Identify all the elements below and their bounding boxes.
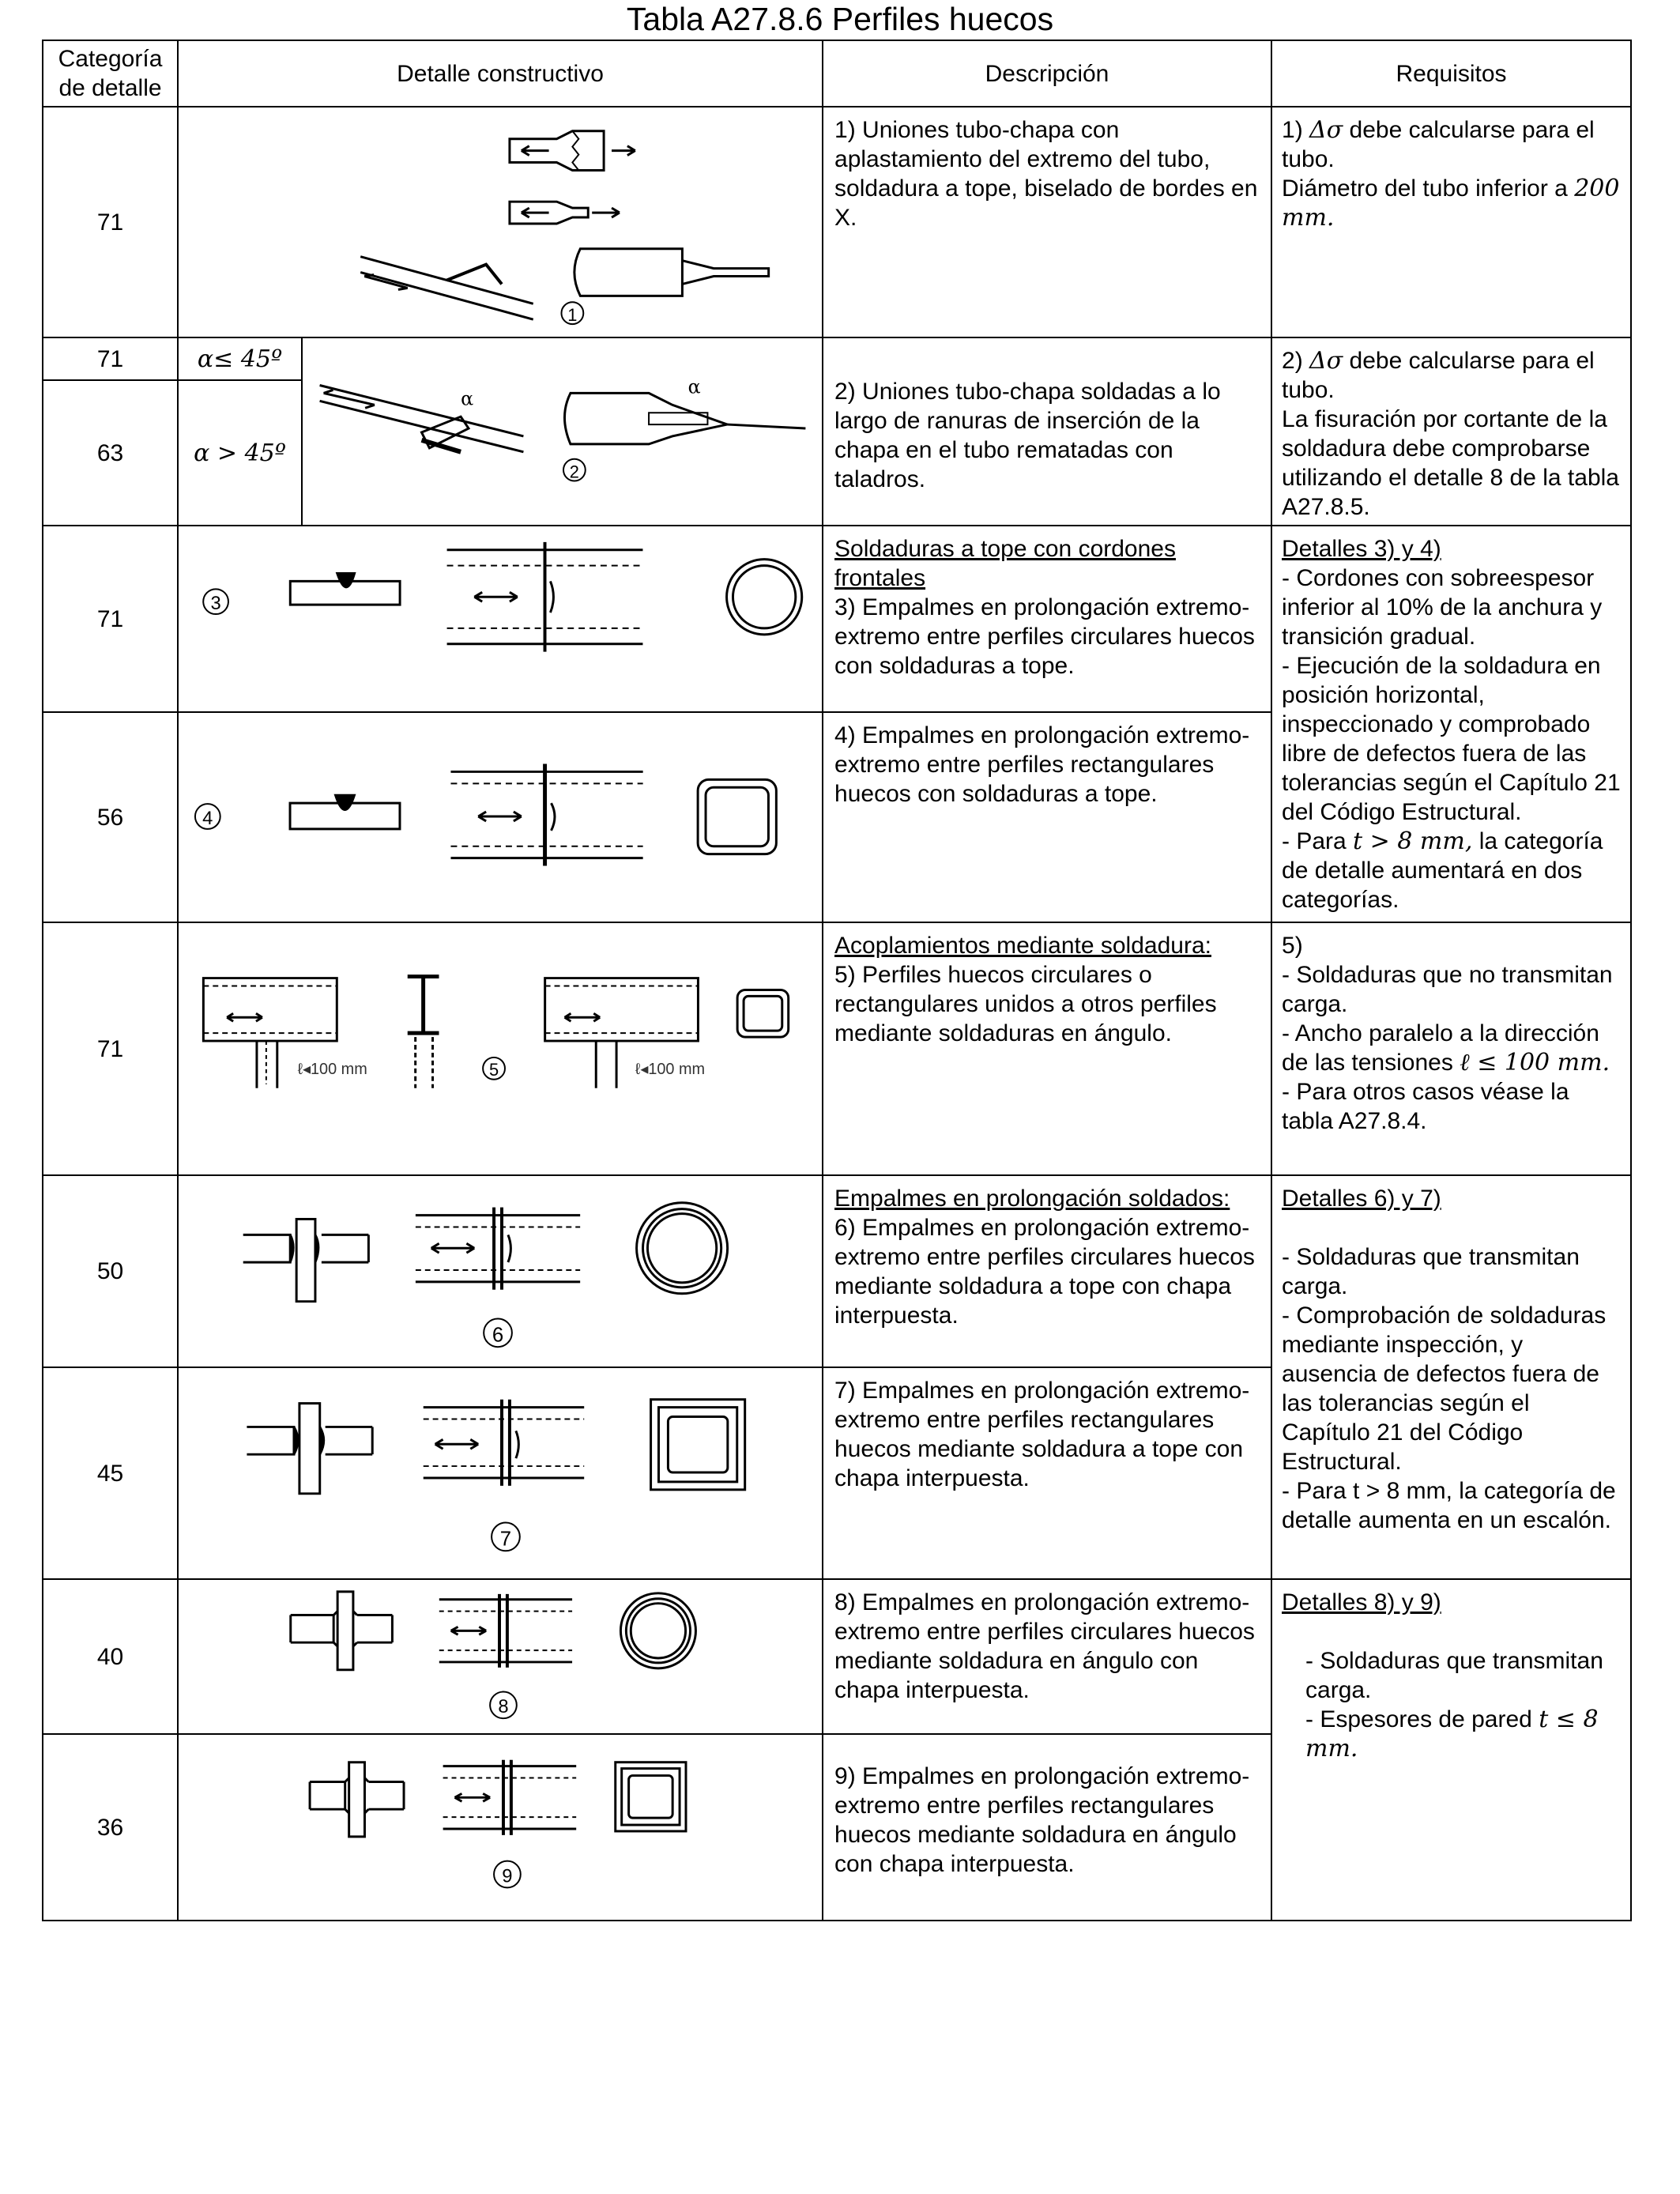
requirements-cell <box>1271 922 1631 1175</box>
drawing-4-svg <box>179 713 822 922</box>
requirements-cell <box>1271 1579 1631 1921</box>
alpha-label: α <box>687 375 701 398</box>
category-cell: 71 <box>43 337 178 380</box>
category-cell: 40 <box>43 1579 178 1734</box>
req-text: - Ancho paralelo a la dirección de las tensiones <box>1282 1020 1599 1076</box>
requirements-heading: Detalles 8) y 9) <box>1282 1589 1441 1615</box>
drawing-5-svg <box>179 923 822 1174</box>
detail-drawing-6 <box>178 1175 823 1367</box>
req-text: Diámetro del tubo inferior a <box>1282 175 1575 202</box>
description-cell <box>823 1175 1271 1367</box>
detail-drawing-3 <box>178 526 823 712</box>
detail-drawing-5 <box>178 922 823 1175</box>
table-row-1 <box>43 107 1631 337</box>
req-text: - Soldaduras que no transmitan carga. <box>1282 962 1613 1017</box>
req-text: La fisuración por cortante de la soldadura debe comprobarse utilizando el detalle 8 de la tabla A27.8.5. <box>1282 406 1619 520</box>
figure-number-7: 7 <box>499 1528 512 1551</box>
header-detalle: Detalle constructivo <box>178 40 823 107</box>
category-cell: 50 <box>43 1175 178 1367</box>
category-cell: 63 <box>43 380 178 526</box>
req-text: de la anchura y transición gradual. <box>1282 594 1603 650</box>
figure-number-9: 9 <box>502 1865 513 1887</box>
req-text: la categoría de detalle aumentará en dos categorías. <box>1282 828 1603 913</box>
description-cell <box>823 922 1271 1175</box>
figure-number-6: 6 <box>492 1324 504 1347</box>
req-text: - Cordones con sobreespesor inferior al <box>1282 565 1595 620</box>
drawing-2-svg <box>303 338 822 525</box>
req-text: debe calcularse para el tubo. <box>1282 348 1595 403</box>
alpha-condition: α≤ 45º <box>178 337 302 380</box>
description-text: 6) Empalmes en prolongación extremo-extremo entre perfiles circulares huecos mediante soldadura a tope con chapa interpuesta. <box>834 1215 1255 1329</box>
detail-drawing-4 <box>178 712 823 922</box>
requirements-heading: Detalles 3) y 4) <box>1282 536 1441 562</box>
category-cell: 71 <box>43 107 178 337</box>
description-cell <box>823 526 1271 712</box>
figure-number-3: 3 <box>210 593 221 615</box>
req-math: t > 8 mm, <box>1353 827 1473 855</box>
req-math: 200 mm. <box>1282 175 1620 232</box>
description-cell: 1) Uniones tubo-chapa con aplastamiento del extremo del tubo, soldadura a tope, biselado de bordes en X. <box>823 107 1271 337</box>
description-heading: Empalmes en prolongación soldados: <box>834 1186 1230 1212</box>
table-row-5 <box>43 922 1631 1175</box>
delta-sigma-symbol: Δσ <box>1309 347 1343 375</box>
req-text: 2) <box>1282 348 1310 374</box>
delta-sigma-symbol: Δσ <box>1309 116 1343 144</box>
figure-number-2: 2 <box>569 462 579 482</box>
description-heading: Soldaduras a tope con cordones frontales <box>834 536 1176 591</box>
detail-drawing-9 <box>178 1734 823 1921</box>
table-row-8 <box>43 1579 1631 1734</box>
dimension-label: ℓ◂100 mm <box>635 1060 706 1078</box>
req-text: 1) <box>1282 117 1310 143</box>
figure-number-1: 1 <box>567 305 578 326</box>
requirements-heading: Detalles 6) y 7) <box>1282 1186 1441 1212</box>
header-req: Requisitos <box>1271 40 1631 107</box>
requirements-heading: 5) <box>1282 933 1303 959</box>
figure-number-5: 5 <box>488 1059 499 1080</box>
req-text: - Comprobación de soldaduras mediante inspección, y ausencia de defectos fuera de las tolerancias según el Capítulo 21 del Código Estructural. <box>1282 1302 1607 1475</box>
description-text: 3) Empalmes en prolongación extremo-extremo entre perfiles circulares huecos con soldaduras a tope. <box>834 594 1255 679</box>
profiles-table <box>42 40 1632 1921</box>
detail-drawing-2 <box>302 337 823 526</box>
req-text: - Espesores de pared <box>1305 1706 1539 1732</box>
description-cell: 7) Empalmes en prolongación extremo-extremo entre perfiles rectangulares huecos mediante soldadura a tope con chapa interpuesta. <box>823 1367 1271 1579</box>
detail-drawing-7 <box>178 1367 823 1579</box>
req-math: ℓ ≤ 100 mm. <box>1460 1049 1610 1076</box>
description-text: 5) Perfiles huecos circulares o rectangulares unidos a otros perfiles mediante soldaduras en ángulo. <box>834 962 1217 1046</box>
figure-number-4: 4 <box>202 807 213 829</box>
header-cat: Categoría de detalle <box>43 40 178 107</box>
req-text: - Soldaduras que transmitan carga. <box>1305 1648 1603 1703</box>
alpha-label: α <box>461 387 474 410</box>
header-row <box>43 40 1631 107</box>
req-text: debe calcularse para el tubo. <box>1282 117 1595 172</box>
req-text: - Para <box>1282 828 1354 854</box>
description-cell: 4) Empalmes en prolongación extremo-extremo entre perfiles rectangulares huecos con soldaduras a tope. <box>823 712 1271 922</box>
drawing-8-svg <box>179 1580 822 1733</box>
category-cell: 56 <box>43 712 178 922</box>
req-math: 10% <box>1385 594 1433 620</box>
table-row-3 <box>43 526 1631 712</box>
category-cell: 36 <box>43 1734 178 1921</box>
description-cell: 2) Uniones tubo-chapa soldadas a lo largo de ranuras de inserción de la chapa en el tubo rematadas con taladros. <box>823 337 1271 526</box>
category-cell: 71 <box>43 526 178 712</box>
drawing-1-svg <box>179 107 822 337</box>
category-cell: 45 <box>43 1367 178 1579</box>
description-heading: Acoplamientos mediante soldadura: <box>834 933 1211 959</box>
table-row-2a <box>43 337 1631 380</box>
req-text: - Soldaduras que transmitan carga. <box>1282 1244 1580 1299</box>
table-row-6 <box>43 1175 1631 1367</box>
req-text: - Para otros casos véase la tabla A27.8.4. <box>1282 1079 1569 1134</box>
req-text: - Ejecución de la soldadura en posición horizontal, inspeccionado y comprobado libre de defectos fuera de las tolerancias según el Capítulo 21 del Código Estructural. <box>1282 653 1621 825</box>
page-title: Tabla A27.8.6 Perfiles huecos <box>626 1 1054 37</box>
req-text: - Para t > 8 mm, la categoría de detalle aumenta en un escalón. <box>1282 1478 1616 1533</box>
detail-drawing-8 <box>178 1579 823 1734</box>
category-cell: 71 <box>43 922 178 1175</box>
drawing-3-svg <box>179 526 822 711</box>
requirements-cell <box>1271 1175 1631 1579</box>
description-cell: 8) Empalmes en prolongación extremo-extremo entre perfiles circulares huecos mediante soldadura en ángulo con chapa interpuesta. <box>823 1579 1271 1734</box>
requirements-cell <box>1271 526 1631 922</box>
dimension-label: ℓ◂100 mm <box>297 1060 367 1078</box>
header-desc: Descripción <box>823 40 1271 107</box>
detail-drawing-1 <box>178 107 823 337</box>
figure-number-8: 8 <box>498 1696 509 1718</box>
req-math: t ≤ 8 mm. <box>1305 1706 1599 1762</box>
alpha-condition: α > 45º <box>178 380 302 526</box>
requirements-cell <box>1271 337 1631 526</box>
description-cell: 9) Empalmes en prolongación extremo-extremo entre perfiles rectangulares huecos mediante soldadura en ángulo con chapa interpuesta. <box>823 1734 1271 1921</box>
requirements-cell <box>1271 107 1631 337</box>
drawing-9-svg <box>179 1735 822 1920</box>
drawing-7-svg <box>179 1368 822 1578</box>
drawing-6-svg <box>179 1176 822 1367</box>
